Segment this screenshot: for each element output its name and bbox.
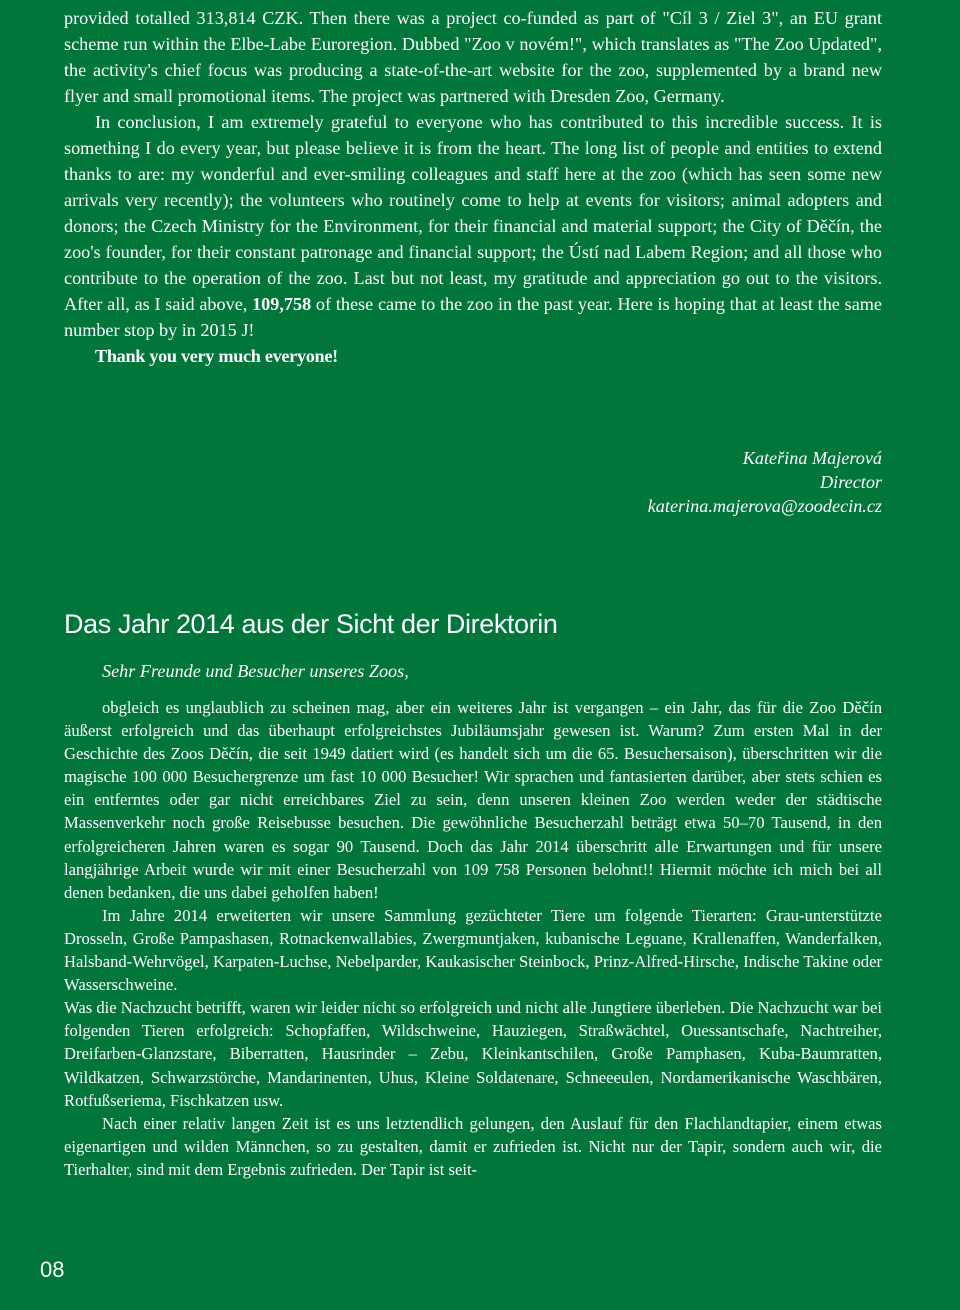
page-number: 08 [40, 1257, 65, 1282]
signature-block [648, 446, 882, 518]
german-paragraph-1: obgleich es unglaublich zu scheinen mag, aber ein weiteres Jahr ist vergangen – ein Jahr, das für die Zoo Děčín äußerst erfolgreich und das überhaupt erfolgreichstes Jubiläumsjahr gewesen ist. Warum? Zum ersten Mal in der Geschichte des Zoos Děčín, die seit 1949 datiert wird (es handelt sich um die 65. Besuchersaison), überschritten wir die magische 100 000 Besuchergrenze um fast 10 000 Besucher! Wir sprachen und fantasierten darüber, aber stets schien es ein entferntes oder gar nicht erreichbares Ziel zu sein, denn unseren kleinen Zoo werden weder der städtische Massenverkehr noch große Reisebusse besuchen. Die gewöhnliche Besucherzahl beträgt etwa 50–70 Tausend, in den erfolgreicheren Jahren waren es sogar 90 Tausend. Doch das Jahr 2014 überschritt alle Erwartungen und für unsere langjährige Arbeit wurde wir mit einer Besucherzahl von 109 758 Personen belohnt!! Hiermit möchte ich mich bei all denen bedanken, die uns dabei geholfen haben! [64, 698, 882, 902]
german-paragraph-2: Im Jahre 2014 erweiterten wir unsere Sammlung gezüchteter Tiere um folgende Tierarten: Grau-unterstützte Drosseln, Große Pampashasen, Rotnackenwallabies, Zwergmuntjaken, kubanische Leguane, Krallenaffen, Wanderfalken, Halsband-Wehrvögel, Karpaten-Luchse, Nebelparder, Kaukasischer Steinbock, Prinz-Alfred-Hirsche, Indische Takine oder Wasserschweine. [64, 905, 882, 995]
thank-you-line: Thank you very much everyone! [95, 346, 338, 366]
signature-name: Kateřina Majerová [742, 448, 882, 468]
signature-role: Director [820, 472, 882, 492]
english-paragraph-2 [64, 109, 882, 343]
english-article-body [64, 5, 882, 369]
german-greeting: Sehr Freunde und Besucher unseres Zoos, [102, 661, 409, 681]
english-paragraph-2-text: In conclusion, I am extremely grateful to everyone who has contributed to this incredible success. It is something I do every year, but please believe it is from the heart. The long list of people and entities to extend thanks to are: my wonderful and ever-smiling colleagues and staff here at the zoo (which has seen some new arrivals very recently); the volunteers who routinely come to help at events for visitors; animal adopters and donors; the Czech Ministry for the Environment, for their financial and material support; the City of Děčín, the zoo's founder, for their constant patronage and financial support; the Ústí nad Labem Region; and all those who contribute to the operation of the zoo. Last but not least, my gratitude and appreciation go out to the visitors. After all, as I said above, [64, 112, 882, 314]
english-paragraph-2-ending: of these came to the zoo in the past year. Here is hoping that at least the same number stop by in 2015 J! [64, 294, 882, 340]
german-paragraph-3: Was die Nachzucht betrifft, waren wir leider nicht so erfolgreich und nicht alle Jungtiere überleben. Die Nachzucht war bei folgenden Tieren erfolgreich: Schopfaffen, Wildschweine, Hauziegen, Straßwächtel, Ouessantschafe, Nachtreiher, Dreifarben-Glanzstare, Biberratten, Hausrinder – Zebu, Kleinkantschilen, Große Pamphasen, Kuba-Baumratten, Wildkatzen, Schwarzstörche, Mandarinenten, Uhus, Kleine Soldatenare, Schneeeulen, Nordamerikanische Waschbären, Rotfußseriema, Fischkatzen usw. [64, 998, 882, 1110]
german-article-body [64, 696, 882, 1181]
signature-email: katerina.majerova@zoodecin.cz [647, 496, 882, 516]
visitor-count: 109,758 [252, 294, 312, 314]
german-paragraph-4: Nach einer relativ langen Zeit ist es uns letztendlich gelungen, den Auslauf für den Flachlandtapier, einem etwas eigenartigen und wilden Männchen, so zu gestalten, damit er zufrieden ist. Nicht nur der Tapir, sondern auch wir, die Tierhalter, sind mit dem Ergebnis zufrieden. Der Tapir ist seit- [64, 1113, 882, 1179]
german-section-title: Das Jahr 2014 aus der Sicht der Direktorin [64, 609, 558, 639]
english-paragraph-1: provided totalled 313,814 CZK. Then there was a project co-funded as part of "Cíl 3 / Ziel 3", an EU grant scheme run within the Elbe-Labe Euroregion. Dubbed "Zoo v novém!", which translates as "The Zoo Updated", the activity's chief focus was producing a state-of-the-art website for the zoo, supplemented by a brand new flyer and small promotional items. The project was partnered with Dresden Zoo, Germany. [64, 8, 882, 106]
